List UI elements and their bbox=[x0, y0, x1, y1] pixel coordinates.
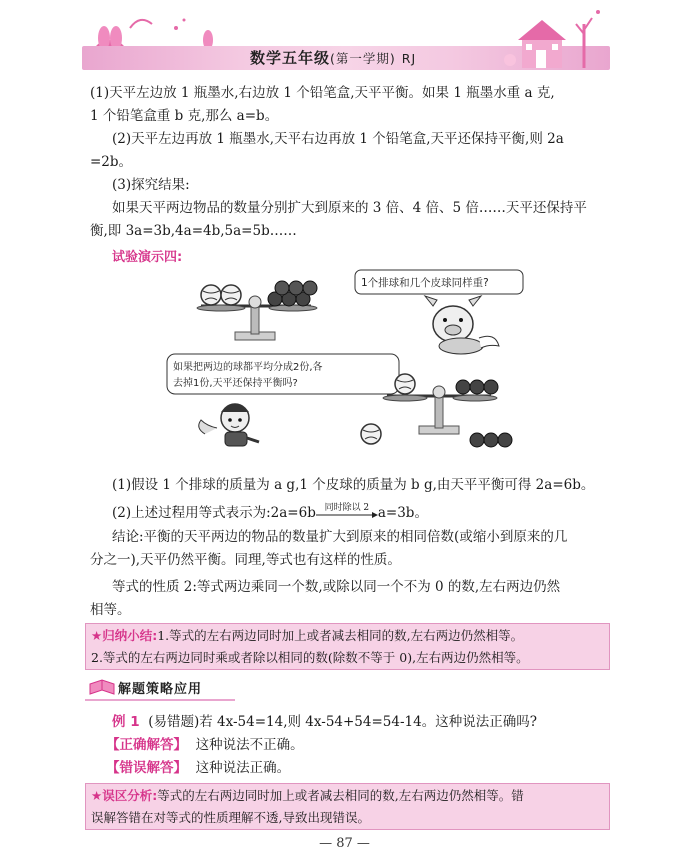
error-analysis-text-1: 等式的左右两边同时加上或者减去相同的数,左右两边仍然相等。错 bbox=[157, 788, 524, 803]
equation-arrow bbox=[316, 502, 378, 521]
rubber-balls-bottom-on-scale bbox=[456, 380, 498, 394]
speech-bubble-top-text: 1个排球和几个皮球同样重? bbox=[361, 277, 489, 289]
conclusion-line-1: 结论:平衡的天平两边的物品的数量扩大到原来的相同倍数(或缩小到原来的几 bbox=[112, 529, 568, 545]
rubber-balls-top bbox=[268, 281, 317, 306]
flying-boy-character bbox=[199, 404, 259, 446]
paragraph-2-line-2: =2b。 bbox=[90, 154, 133, 170]
page-header bbox=[0, 0, 689, 78]
question-2-prefix: (2)上述过程用等式表示为:2a=6b bbox=[112, 505, 316, 521]
edition-label: RJ bbox=[401, 51, 417, 66]
paragraph-1-line-1: (1)天平左边放 1 瓶墨水,右边放 1 个铅笔盒,天平平衡。如果 1 瓶墨水重 a 克, bbox=[90, 85, 555, 101]
summary-text-1: 1.等式的左右两边同时加上或者减去相同的数,左右两边仍然相等。 bbox=[157, 628, 524, 643]
demo-heading: 试验演示四: bbox=[112, 250, 183, 265]
summary-line-2: 2.等式的左右两边同时乘或者除以相同的数(除数不等于 0),左右两边仍然相等。 bbox=[91, 650, 529, 665]
correct-answer-text: 这种说法不正确。 bbox=[195, 737, 304, 753]
book-icon bbox=[88, 676, 116, 698]
paragraph-4-line-2: 衡,即 3a=3b,4a=4b,5a=5b…… bbox=[90, 223, 297, 239]
header-decoration-right bbox=[492, 4, 612, 74]
paragraph-3: (3)探究结果: bbox=[112, 177, 190, 193]
question-2-suffix: a=3b。 bbox=[377, 505, 428, 521]
conclusion-line-2: 分之一),天平仍然平衡。同理,等式也有这样的性质。 bbox=[90, 552, 401, 568]
error-analysis-line-2: 误解答错在对等式的性质理解不透,导致出现错误。 bbox=[91, 810, 370, 825]
book-title: 数学五年级 bbox=[250, 49, 331, 67]
page-number: — 87 — bbox=[319, 836, 370, 851]
term-label: (第一学期) bbox=[330, 51, 396, 66]
error-analysis-label: ★误区分析: bbox=[91, 788, 158, 803]
wrong-answer-label: 【错误解答】 bbox=[106, 760, 187, 776]
question-1: (1)假设 1 个排球的质量为 a g,1 个皮球的质量为 b g,由天平平衡可得 2a=6b。 bbox=[112, 477, 595, 493]
removed-rubber-balls bbox=[470, 433, 512, 447]
volleyball-bottom-on-scale bbox=[395, 374, 415, 394]
speech-bubble-left-line-2: 去掉1份,天平还保持平衡吗? bbox=[173, 378, 298, 389]
example-1 bbox=[112, 711, 537, 733]
question-2 bbox=[112, 502, 610, 525]
arrow-label: 同时除以 2 bbox=[324, 502, 370, 513]
wrong-answer bbox=[106, 757, 290, 779]
error-analysis-box bbox=[85, 783, 610, 830]
paragraph-1-line-2: 1 个铅笔盒重 b 克,那么 a=b。 bbox=[90, 108, 279, 124]
summary-label: ★归纳小结: bbox=[91, 628, 158, 643]
balance-illustration bbox=[165, 266, 525, 462]
section-divider bbox=[85, 699, 235, 701]
property-line-2: 相等。 bbox=[90, 602, 131, 618]
paragraph-4-line-1: 如果天平两边物品的数量分别扩大到原来的 3 倍、4 倍、5 倍……天平还保持平 bbox=[112, 200, 587, 216]
correct-answer-label: 【正确解答】 bbox=[106, 737, 187, 753]
volleyballs-top bbox=[201, 285, 241, 305]
speech-bubble-left-line-1: 如果把两边的球都平均分成2份,各 bbox=[173, 362, 323, 373]
removed-volleyball bbox=[361, 424, 381, 444]
flying-pig-character bbox=[425, 296, 499, 354]
section-title: 解题策略应用 bbox=[118, 682, 203, 697]
correct-answer bbox=[106, 734, 304, 756]
paragraph-2-line-1: (2)天平左边再放 1 瓶墨水,天平右边再放 1 个铅笔盒,天平还保持平衡,则 2a bbox=[112, 131, 564, 147]
header-title bbox=[250, 47, 416, 68]
example-text: (易错题)若 4x-54=14,则 4x-54+54=54-14。这种说法正确吗? bbox=[148, 714, 537, 730]
example-label: 例 1 bbox=[112, 714, 140, 730]
summary-line-1 bbox=[91, 626, 523, 646]
property-line-1: 等式的性质 2:等式两边乘同一个数,或除以同一个不为 0 的数,左右两边仍然 bbox=[112, 579, 561, 595]
error-analysis-line-1 bbox=[91, 786, 524, 806]
wrong-answer-text: 这种说法正确。 bbox=[195, 760, 291, 776]
summary-box bbox=[85, 623, 610, 670]
